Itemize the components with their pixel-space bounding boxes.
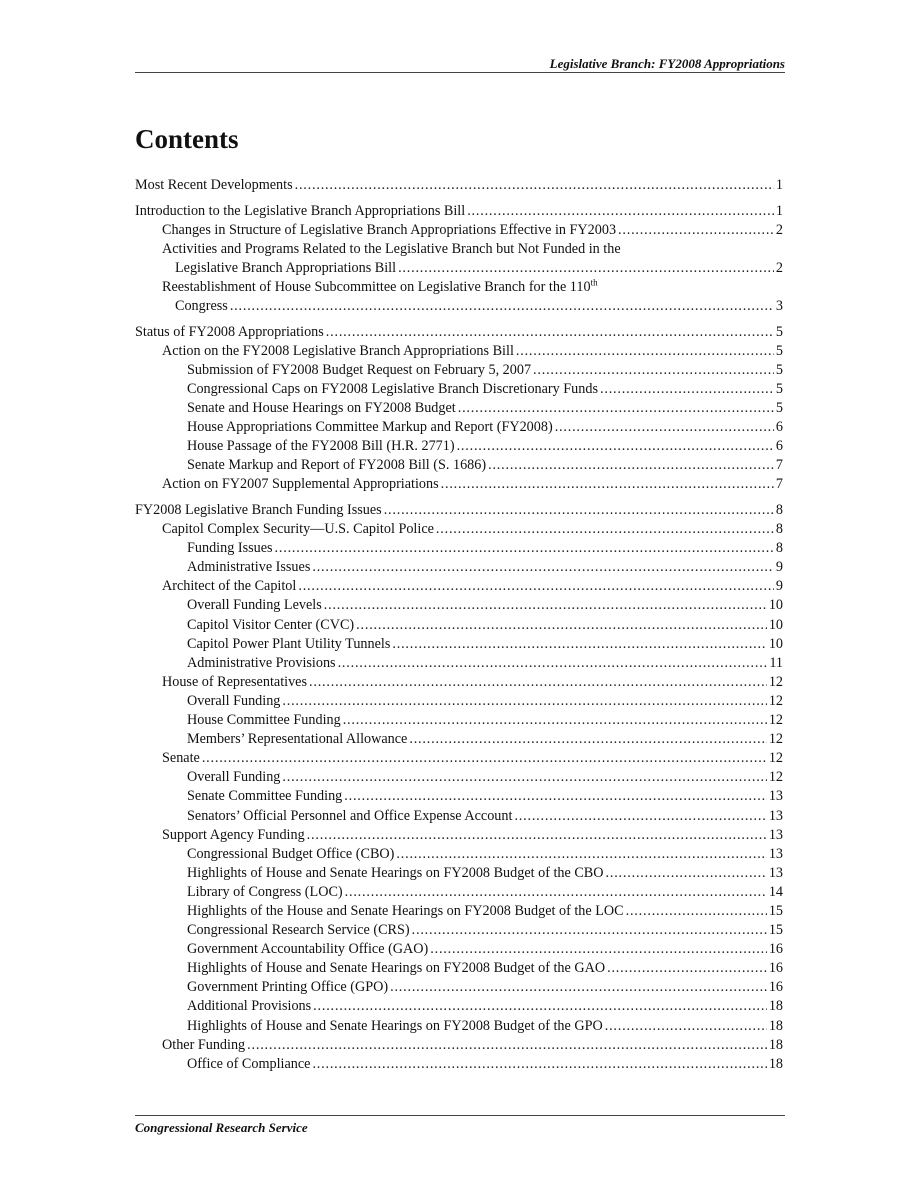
- toc-entry-title: Senate and House Hearings on FY2008 Budget: [187, 400, 456, 417]
- toc-page-number: 16: [768, 941, 783, 958]
- toc-entry[interactable]: [135, 826, 783, 845]
- toc-dot-leader: [409, 730, 766, 749]
- toc-entry[interactable]: [135, 221, 783, 240]
- toc-entry[interactable]: [135, 240, 783, 278]
- toc-entry[interactable]: [135, 1017, 783, 1036]
- toc-entry[interactable]: [135, 730, 783, 749]
- toc-page-number: 13: [768, 807, 783, 824]
- toc-entry[interactable]: [135, 978, 783, 997]
- toc-entry-title-continued: Legislative Branch Appropriations Bill: [175, 259, 397, 276]
- toc-entry[interactable]: [135, 558, 783, 577]
- toc-entry-title: Action on the FY2008 Legislative Branch Appropriations Bill: [162, 342, 514, 359]
- toc-dot-leader: [338, 654, 768, 673]
- toc-entry-title: Administrative Provisions: [187, 654, 336, 671]
- toc-entry-title: Most Recent Developments: [135, 177, 293, 193]
- toc-dot-leader: [605, 1017, 767, 1036]
- toc-page-number: 11: [769, 654, 783, 671]
- toc-entry-title: Office of Compliance: [187, 1055, 311, 1072]
- toc-entry-title: Congressional Research Service (CRS): [187, 922, 410, 939]
- toc-dot-leader: [488, 456, 774, 475]
- header-rule: [135, 72, 785, 73]
- toc-entry-title: Government Printing Office (GPO): [187, 979, 389, 996]
- toc-entry[interactable]: [135, 278, 783, 316]
- toc-entry-title: Congressional Caps on FY2008 Legislative Branch Discretionary Funds: [187, 380, 598, 397]
- toc-page-number: 2: [775, 259, 783, 276]
- toc-page-number: 8: [775, 540, 783, 557]
- toc-entry[interactable]: [135, 692, 783, 711]
- toc-dot-leader: [555, 418, 774, 437]
- toc-entry-title-continued: Congress: [175, 298, 228, 315]
- toc-entry-title: Administrative Issues: [187, 559, 311, 576]
- toc-entry-title: Overall Funding: [187, 692, 281, 709]
- toc-entry-title: Congressional Budget Office (CBO): [187, 845, 395, 862]
- toc-entry-title: Overall Funding Levels: [187, 597, 322, 614]
- toc-entry-title: Capitol Complex Security—U.S. Capitol Police: [162, 521, 434, 538]
- toc-dot-leader: [298, 577, 774, 596]
- toc-entry[interactable]: [135, 864, 783, 883]
- toc-page-number: 5: [775, 380, 783, 397]
- toc-page-number: 9: [775, 559, 783, 576]
- footer-rule: [135, 1115, 785, 1116]
- toc-entry[interactable]: [135, 845, 783, 864]
- toc-dot-leader: [344, 787, 767, 806]
- toc-page-number: 13: [768, 788, 783, 805]
- toc-page-number: 18: [768, 998, 783, 1015]
- toc-page-number: 3: [775, 298, 783, 315]
- toc-entry-title: House of Representatives: [162, 673, 307, 690]
- toc-page-number: 12: [768, 712, 783, 729]
- toc-entry-title: Highlights of the House and Senate Hearings on FY2008 Budget of the LOC: [187, 902, 624, 919]
- toc-entry-title: Additional Provisions: [187, 998, 312, 1015]
- toc-entry[interactable]: [135, 501, 783, 520]
- toc-dot-leader: [307, 826, 767, 845]
- running-footer: Congressional Research Service: [135, 1120, 308, 1135]
- toc-entry[interactable]: [135, 323, 783, 342]
- toc-entry-title: Highlights of House and Senate Hearings on FY2008 Budget of the GAO: [187, 960, 606, 977]
- toc-entry[interactable]: [135, 768, 783, 787]
- page-title: Contents: [135, 124, 239, 154]
- toc-entry-title: Senators’ Official Personnel and Office Expense Account: [187, 807, 513, 824]
- toc-dot-leader: [626, 902, 767, 921]
- toc-page-number: 12: [768, 692, 783, 709]
- toc-entry-title: Architect of the Capitol: [162, 578, 297, 595]
- toc-entry-title: Submission of FY2008 Budget Request on February 5, 2007: [187, 361, 532, 378]
- toc-page-number: 16: [768, 979, 783, 996]
- toc-dot-leader: [516, 342, 774, 361]
- toc-entry[interactable]: [135, 456, 783, 475]
- toc-dot-leader: [390, 978, 767, 997]
- toc-entry-title: Reestablishment of House Subcommittee on Legislative Branch for the 110: [162, 278, 591, 295]
- toc-entry-title: Senate: [162, 750, 200, 767]
- toc-page-number: 14: [768, 883, 783, 900]
- toc-entry[interactable]: [135, 711, 783, 730]
- toc-page-number: 13: [768, 826, 783, 843]
- toc-page-number: 18: [768, 1036, 783, 1053]
- toc-page-number: 7: [775, 476, 783, 493]
- toc-dot-leader: [309, 673, 767, 692]
- toc-page-number: 16: [768, 960, 783, 977]
- toc-page-number: 1: [775, 202, 783, 219]
- toc-page-number: 13: [768, 864, 783, 881]
- toc-dot-leader: [324, 596, 767, 615]
- toc-entry[interactable]: [135, 902, 783, 921]
- toc-entry-title: Highlights of House and Senate Hearings on FY2008 Budget of the CBO: [187, 864, 604, 881]
- toc-dot-leader: [458, 399, 774, 418]
- toc-dot-leader: [392, 635, 766, 654]
- toc-dot-leader: [230, 297, 774, 316]
- toc-entry[interactable]: [135, 1055, 783, 1074]
- toc-dot-leader: [398, 259, 774, 278]
- toc-entry[interactable]: [135, 361, 783, 380]
- toc-entry-title: Status of FY2008 Appropriations: [135, 323, 324, 340]
- toc-page-number: 18: [768, 1017, 783, 1034]
- toc-entry[interactable]: [135, 342, 783, 361]
- toc-page-number: 13: [768, 845, 783, 862]
- toc-entry[interactable]: [135, 475, 783, 494]
- toc-entry-title: Capitol Visitor Center (CVC): [187, 616, 355, 633]
- toc-dot-leader: [345, 883, 767, 902]
- toc-dot-leader: [312, 1055, 766, 1074]
- toc-entry-title: Overall Funding: [187, 769, 281, 786]
- toc-entry-title: Introduction to the Legislative Branch Appropriations Bill: [135, 202, 466, 219]
- toc-page-number: 15: [768, 902, 783, 919]
- toc-dot-leader: [313, 997, 767, 1016]
- toc-dot-leader: [282, 768, 766, 787]
- toc-entry-title: House Committee Funding: [187, 712, 341, 729]
- toc-page-number: 8: [775, 521, 783, 538]
- toc-page-number: 1: [775, 177, 783, 193]
- toc-page-number: 5: [775, 361, 783, 378]
- running-header: Legislative Branch: FY2008 Appropriations: [549, 56, 785, 71]
- toc-dot-leader: [356, 616, 767, 635]
- toc-entry-title: Changes in Structure of Legislative Branch Appropriations Effective in FY2003: [162, 221, 617, 238]
- toc-page-number: 5: [775, 342, 783, 359]
- toc-page-number: 18: [768, 1055, 783, 1072]
- table-of-contents: [135, 176, 783, 1074]
- toc-page-number: 6: [775, 419, 783, 436]
- toc-page-number: 6: [775, 438, 783, 455]
- toc-dot-leader: [618, 221, 774, 240]
- toc-entry-title: Highlights of House and Senate Hearings on FY2008 Budget of the GPO: [187, 1017, 603, 1034]
- toc-entry-title: Support Agency Funding: [162, 826, 305, 843]
- toc-entry-title: Activities and Programs Related to the Legislative Branch but Not Funded in the: [162, 240, 621, 257]
- toc-page-number: 7: [775, 457, 783, 474]
- toc-entry-title: FY2008 Legislative Branch Funding Issues: [135, 502, 382, 518]
- toc-entry-title: Senate Committee Funding: [187, 788, 343, 805]
- toc-entry[interactable]: [135, 380, 783, 399]
- toc-dot-leader: [457, 437, 774, 456]
- toc-page-number: 9: [775, 578, 783, 595]
- toc-entry[interactable]: [135, 202, 783, 221]
- toc-entry[interactable]: [135, 673, 783, 692]
- toc-page-number: 5: [775, 400, 783, 417]
- toc-dot-leader: [282, 692, 766, 711]
- toc-entry[interactable]: [135, 176, 783, 195]
- toc-page-number: 2: [775, 221, 783, 238]
- toc-entry[interactable]: [135, 577, 783, 596]
- toc-dot-leader: [275, 539, 774, 558]
- toc-dot-leader: [202, 749, 767, 768]
- toc-entry[interactable]: [135, 787, 783, 806]
- toc-dot-leader: [533, 361, 774, 380]
- toc-dot-leader: [606, 864, 767, 883]
- toc-entry-title: Senate Markup and Report of FY2008 Bill (S. 1686): [187, 457, 487, 474]
- toc-entry-title: Members’ Representational Allowance: [187, 731, 408, 748]
- toc-entry[interactable]: [135, 635, 783, 654]
- toc-entry-title: House Appropriations Committee Markup and Report (FY2008): [187, 419, 553, 436]
- toc-page-number: 10: [768, 616, 783, 633]
- toc-entry[interactable]: [135, 437, 783, 456]
- toc-dot-leader: [441, 475, 774, 494]
- toc-entry[interactable]: [135, 959, 783, 978]
- toc-entry[interactable]: [135, 520, 783, 539]
- toc-dot-leader: [384, 501, 774, 520]
- toc-entry[interactable]: [135, 807, 783, 826]
- toc-dot-leader: [396, 845, 766, 864]
- toc-entry-title: House Passage of the FY2008 Bill (H.R. 2771): [187, 438, 455, 455]
- toc-page-number: 12: [768, 769, 783, 786]
- toc-entry[interactable]: [135, 418, 783, 437]
- toc-entry-title: Action on FY2007 Supplemental Appropriations: [162, 476, 439, 493]
- toc-dot-leader: [600, 380, 774, 399]
- toc-page-number: 12: [768, 673, 783, 690]
- toc-entry[interactable]: [135, 921, 783, 940]
- toc-entry-title: Funding Issues: [187, 540, 273, 557]
- toc-dot-leader: [607, 959, 767, 978]
- toc-page-number: 5: [775, 323, 783, 340]
- toc-page-number: 12: [768, 750, 783, 767]
- toc-entry[interactable]: [135, 883, 783, 902]
- toc-dot-leader: [467, 202, 774, 221]
- toc-page-number: 15: [768, 922, 783, 939]
- toc-entry-superscript: th: [590, 277, 598, 288]
- toc-entry[interactable]: [135, 940, 783, 959]
- toc-entry-title: Government Accountability Office (GAO): [187, 941, 429, 958]
- toc-entry[interactable]: [135, 399, 783, 418]
- toc-page-number: 8: [775, 502, 783, 518]
- toc-dot-leader: [514, 807, 766, 826]
- toc-dot-leader: [412, 921, 767, 940]
- toc-dot-leader: [326, 323, 774, 342]
- toc-entry[interactable]: [135, 1036, 783, 1055]
- toc-entry[interactable]: [135, 997, 783, 1016]
- toc-page-number: 10: [768, 635, 783, 652]
- toc-page-number: 12: [768, 731, 783, 748]
- toc-page-number: 10: [768, 597, 783, 614]
- toc-entry[interactable]: [135, 654, 783, 673]
- toc-entry-title: Other Funding: [162, 1036, 246, 1053]
- toc-entry[interactable]: [135, 749, 783, 768]
- toc-entry-title: Capitol Power Plant Utility Tunnels: [187, 635, 391, 652]
- toc-entry[interactable]: [135, 539, 783, 558]
- toc-dot-leader: [430, 940, 767, 959]
- toc-entry-title: Library of Congress (LOC): [187, 883, 343, 900]
- toc-dot-leader: [312, 558, 774, 577]
- toc-entry[interactable]: [135, 616, 783, 635]
- toc-dot-leader: [247, 1036, 767, 1055]
- toc-dot-leader: [295, 176, 774, 195]
- toc-dot-leader: [343, 711, 767, 730]
- toc-dot-leader: [436, 520, 774, 539]
- toc-entry[interactable]: [135, 596, 783, 615]
